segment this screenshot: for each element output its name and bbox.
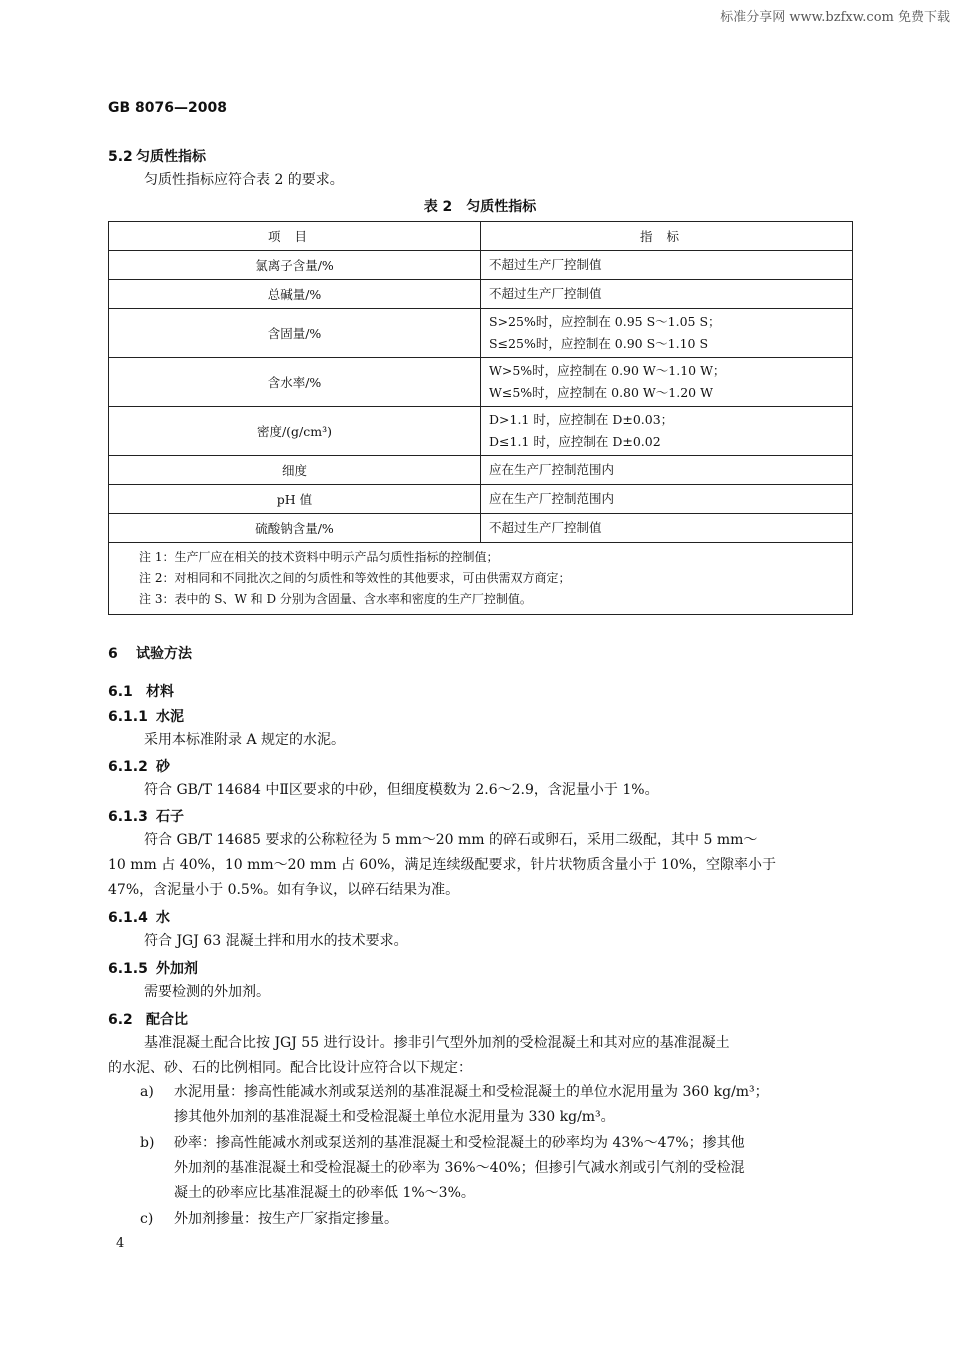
list-line: 水泥用量：掺高性能减水剂或泵送剂的基准混凝土和受检混凝土的单位水泥用量为 360 kg/m³； — [174, 1084, 769, 1100]
page-number: 4 — [116, 1236, 125, 1251]
list-line: 外加剂的基准混凝土和受检混凝土的砂率为 36%～40%；但掺引气减水剂或引气剂的受检混 — [174, 1160, 745, 1176]
paragraph-line: 10 mm 占 40%，10 mm～20 mm 占 60%，满足连续级配要求，针片状物质含量小于 10%，空隙率小于 — [108, 857, 777, 873]
list-marker: a) — [140, 1084, 154, 1100]
section-6-1-5-text: 需要检测的外加剂。 — [144, 984, 270, 1000]
list-line: 砂率：掺高性能减水剂或泵送剂的基准混凝土和受检混凝土的砂率均为 43%～47%；掺其他 — [174, 1135, 745, 1151]
table-row — [109, 514, 853, 543]
list-line: 掺其他外加剂的基准混凝土和受检混凝土单位水泥用量为 330 kg/m³。 — [174, 1109, 615, 1125]
section-6-1-4-heading — [108, 907, 170, 927]
value-line: S≤25%时，应控制在 0.90 S～1.10 S — [489, 336, 709, 351]
section-number: 6.1 — [108, 684, 133, 700]
list-item — [140, 1080, 769, 1105]
section-title: 匀质性指标 — [136, 149, 206, 165]
uniformity-table — [108, 221, 853, 615]
table-cell-value: 不超过生产厂控制值 — [481, 251, 853, 280]
section-5-2-heading — [108, 146, 206, 166]
section-title: 砂 — [156, 759, 170, 775]
table-caption: 表 2 匀质性指标 — [423, 199, 537, 215]
section-6-1-4-text: 符合 JGJ 63 混凝土拌和用水的技术要求。 — [144, 933, 408, 949]
table-row — [109, 309, 853, 358]
table-row — [109, 407, 853, 456]
table-notes — [109, 543, 853, 615]
section-title: 试验方法 — [136, 646, 192, 662]
paragraph-line: 47%，含泥量小于 0.5%。如有争议，以碎石结果为准。 — [108, 882, 460, 898]
section-6-1-2-text: 符合 GB/T 14684 中Ⅱ区要求的中砂，但细度模数为 2.6～2.9，含泥量小于 1%。 — [144, 782, 659, 798]
table-note: 注 3：表中的 S、W 和 D 分别为含固量、含水率和密度的生产厂控制值。 — [139, 592, 532, 606]
section-6-1-3-heading — [108, 806, 184, 826]
table-cell-value — [481, 407, 853, 456]
value-line: W>5%时，应控制在 0.90 W～1.10 W； — [489, 363, 726, 378]
paragraph-line: 基准混凝土配合比按 JGJ 55 进行设计。掺非引气型外加剂的受检混凝土和其对应的基准混凝土 — [144, 1035, 730, 1051]
watermark: 标准分享网 www.bzfxw.com 免费下载 — [720, 10, 950, 25]
standard-number: GB 8076—2008 — [108, 100, 227, 116]
section-6-1-2-heading — [108, 756, 170, 776]
section-number: 6.1.3 — [108, 809, 148, 825]
table-cell-item: 含水率/% — [109, 358, 481, 407]
section-title: 水 — [156, 910, 170, 926]
table-note: 注 2：对相同和不同批次之间的匀质性和等效性的其他要求，可由供需双方商定； — [139, 571, 571, 585]
table-cell-value — [481, 309, 853, 358]
list-marker: b) — [140, 1135, 155, 1151]
section-title: 石子 — [156, 809, 184, 825]
list-marker: c) — [140, 1211, 154, 1227]
section-title: 配合比 — [146, 1012, 188, 1028]
list-item — [140, 1207, 398, 1232]
list-line: 凝土的砂率应比基准混凝土的砂率低 1%～3%。 — [174, 1185, 475, 1201]
table-cell-item: pH 值 — [109, 485, 481, 514]
table-cell-value: 不超过生产厂控制值 — [481, 514, 853, 543]
value-line: W≤5%时，应控制在 0.80 W～1.20 W — [489, 385, 713, 400]
section-number: 5.2 — [108, 149, 133, 165]
table-cell-item: 总碱量/% — [109, 280, 481, 309]
table-cell-item: 密度/(g/cm³) — [109, 407, 481, 456]
table-header-value: 指标 — [481, 222, 853, 251]
value-line: S>25%时，应控制在 0.95 S～1.05 S； — [489, 314, 721, 329]
list-line: 外加剂掺量：按生产厂家指定掺量。 — [174, 1211, 398, 1227]
section-title: 水泥 — [156, 709, 184, 725]
table-header-item: 项目 — [109, 222, 481, 251]
table-cell-item: 硫酸钠含量/% — [109, 514, 481, 543]
table-row — [109, 358, 853, 407]
table-cell-value — [481, 358, 853, 407]
table-row — [109, 280, 853, 309]
section-number: 6.2 — [108, 1012, 133, 1028]
table-cell-value: 应在生产厂控制范围内 — [481, 456, 853, 485]
table-row — [109, 251, 853, 280]
table-cell-item: 含固量/% — [109, 309, 481, 358]
table-cell-item: 氯离子含量/% — [109, 251, 481, 280]
section-number: 6 — [108, 646, 118, 662]
section-5-2-intro: 匀质性指标应符合表 2 的要求。 — [144, 172, 344, 188]
table-note: 注 1：生产厂应在相关的技术资料中明示产品匀质性指标的控制值； — [139, 550, 499, 564]
section-number: 6.1.5 — [108, 961, 148, 977]
table-cell-item: 细度 — [109, 456, 481, 485]
section-6-1-1-heading — [108, 706, 184, 726]
table-cell-value: 应在生产厂控制范围内 — [481, 485, 853, 514]
table-row — [109, 456, 853, 485]
paragraph-line: 符合 GB/T 14685 要求的公称粒径为 5 mm～20 mm 的碎石或卵石，采用二级配，其中 5 mm～ — [144, 832, 758, 848]
value-line: D≤1.1 时，应控制在 D±0.02 — [489, 434, 661, 449]
paragraph-line: 的水泥、砂、石的比例相同。配合比设计应符合以下规定： — [108, 1060, 472, 1076]
table-cell-value: 不超过生产厂控制值 — [481, 280, 853, 309]
section-title: 外加剂 — [156, 961, 198, 977]
section-number: 6.1.4 — [108, 910, 148, 926]
section-6-1-heading — [108, 681, 174, 701]
list-item — [140, 1131, 745, 1156]
section-6-heading — [108, 643, 192, 663]
section-number: 6.1.1 — [108, 709, 148, 725]
section-number: 6.1.2 — [108, 759, 148, 775]
section-6-1-1-text: 采用本标准附录 A 规定的水泥。 — [144, 732, 346, 748]
value-line: D>1.1 时，应控制在 D±0.03； — [489, 412, 674, 427]
section-6-2-heading — [108, 1009, 188, 1029]
section-6-1-5-heading — [108, 958, 198, 978]
table-row — [109, 485, 853, 514]
section-title: 材料 — [146, 684, 174, 700]
